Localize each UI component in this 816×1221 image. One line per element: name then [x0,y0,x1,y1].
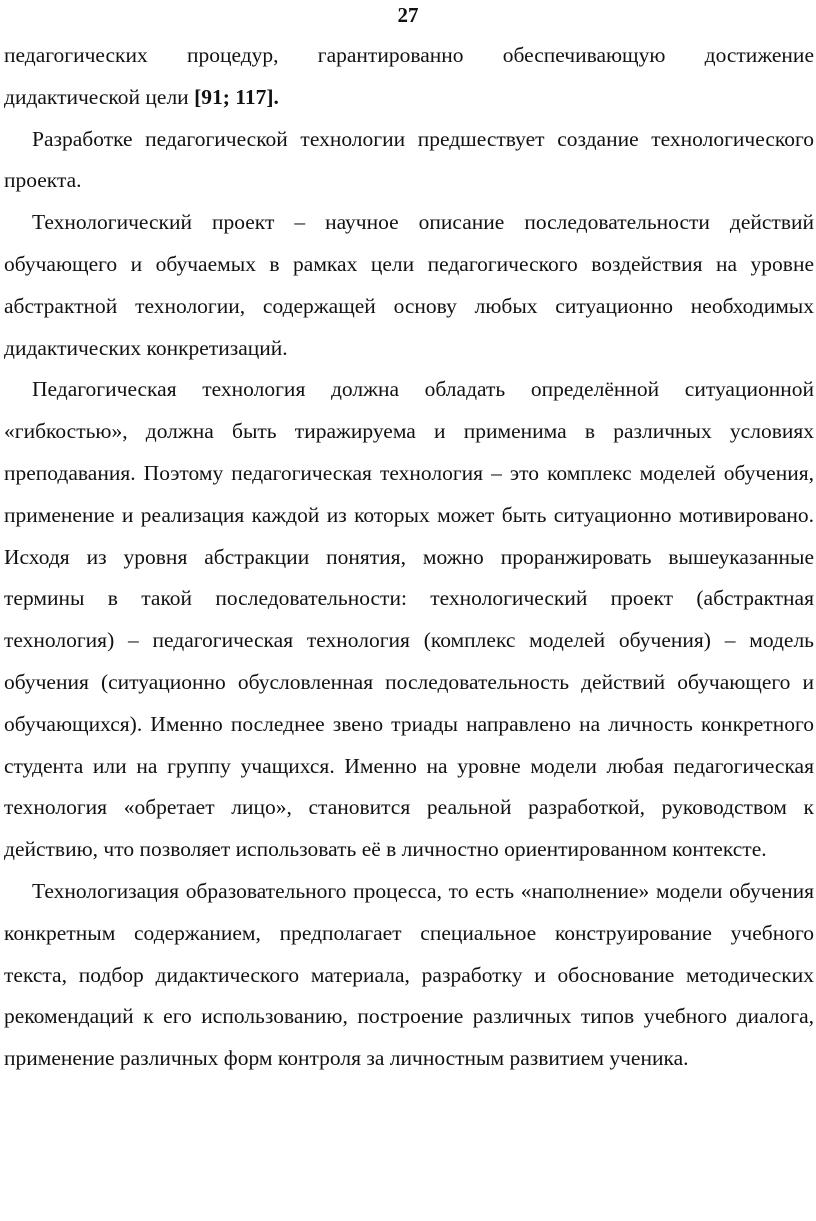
paragraph: Технологизация образовательного процесса, то есть «наполнение» модели обучения конкретным содержанием, предполагает специальное конструирование учебного текста, подбор дидактического материала, разработку и обоснование методических рекомендаций к его использованию, построение различных типов учебного диалога, применение различных форм контроля за личностным развитием ученика. [4,878,814,1071]
document-body [4,35,814,1080]
page-number: 27 [397,3,419,27]
paragraph-continuation [4,35,814,119]
citation-reference: [91; 117]. [194,84,279,109]
paragraph: Технологический проект – научное описание последовательности действий обучающего и обучаемых в рамках цели педагогического воздействия на уровне абстрактной технологии, содержащей основу любых ситуационно необходимых дидактических конкретизаций. [4,210,814,360]
paragraph: Разработке педагогической технологии предшествует создание технологического проекта. [4,126,814,193]
paragraph-text: педагогических процедур, гарантированно обеспечивающую достижение дидактической цели [4,43,814,109]
paragraph: Педагогическая технология должна обладать определённой ситуационной «гибкостью», должна быть тиражируема и применима в различных условиях преподавания. Поэтому педагогическая технология – это комплекс моделей обучения, применение и реализация каждой из которых может быть ситуационно мотивировано. Исходя из уровня абстракции понятия, можно проранжировать вышеуказанные термины в такой последовательности: технологический проект (абстрактная технология) – педагогическая технология (комплекс моделей обучения) – модель обучения (ситуационно обусловленная последовательность действий обучающего и обучающихся). Именно последнее звено триады направлено на личность конкретного студента или на группу учащихся. Именно на уровне модели любая педагогическая технология «обретает лицо», становится реальной разработкой, руководством к действию, что позволяет использовать её в личностно ориентированном контексте. [4,377,814,862]
